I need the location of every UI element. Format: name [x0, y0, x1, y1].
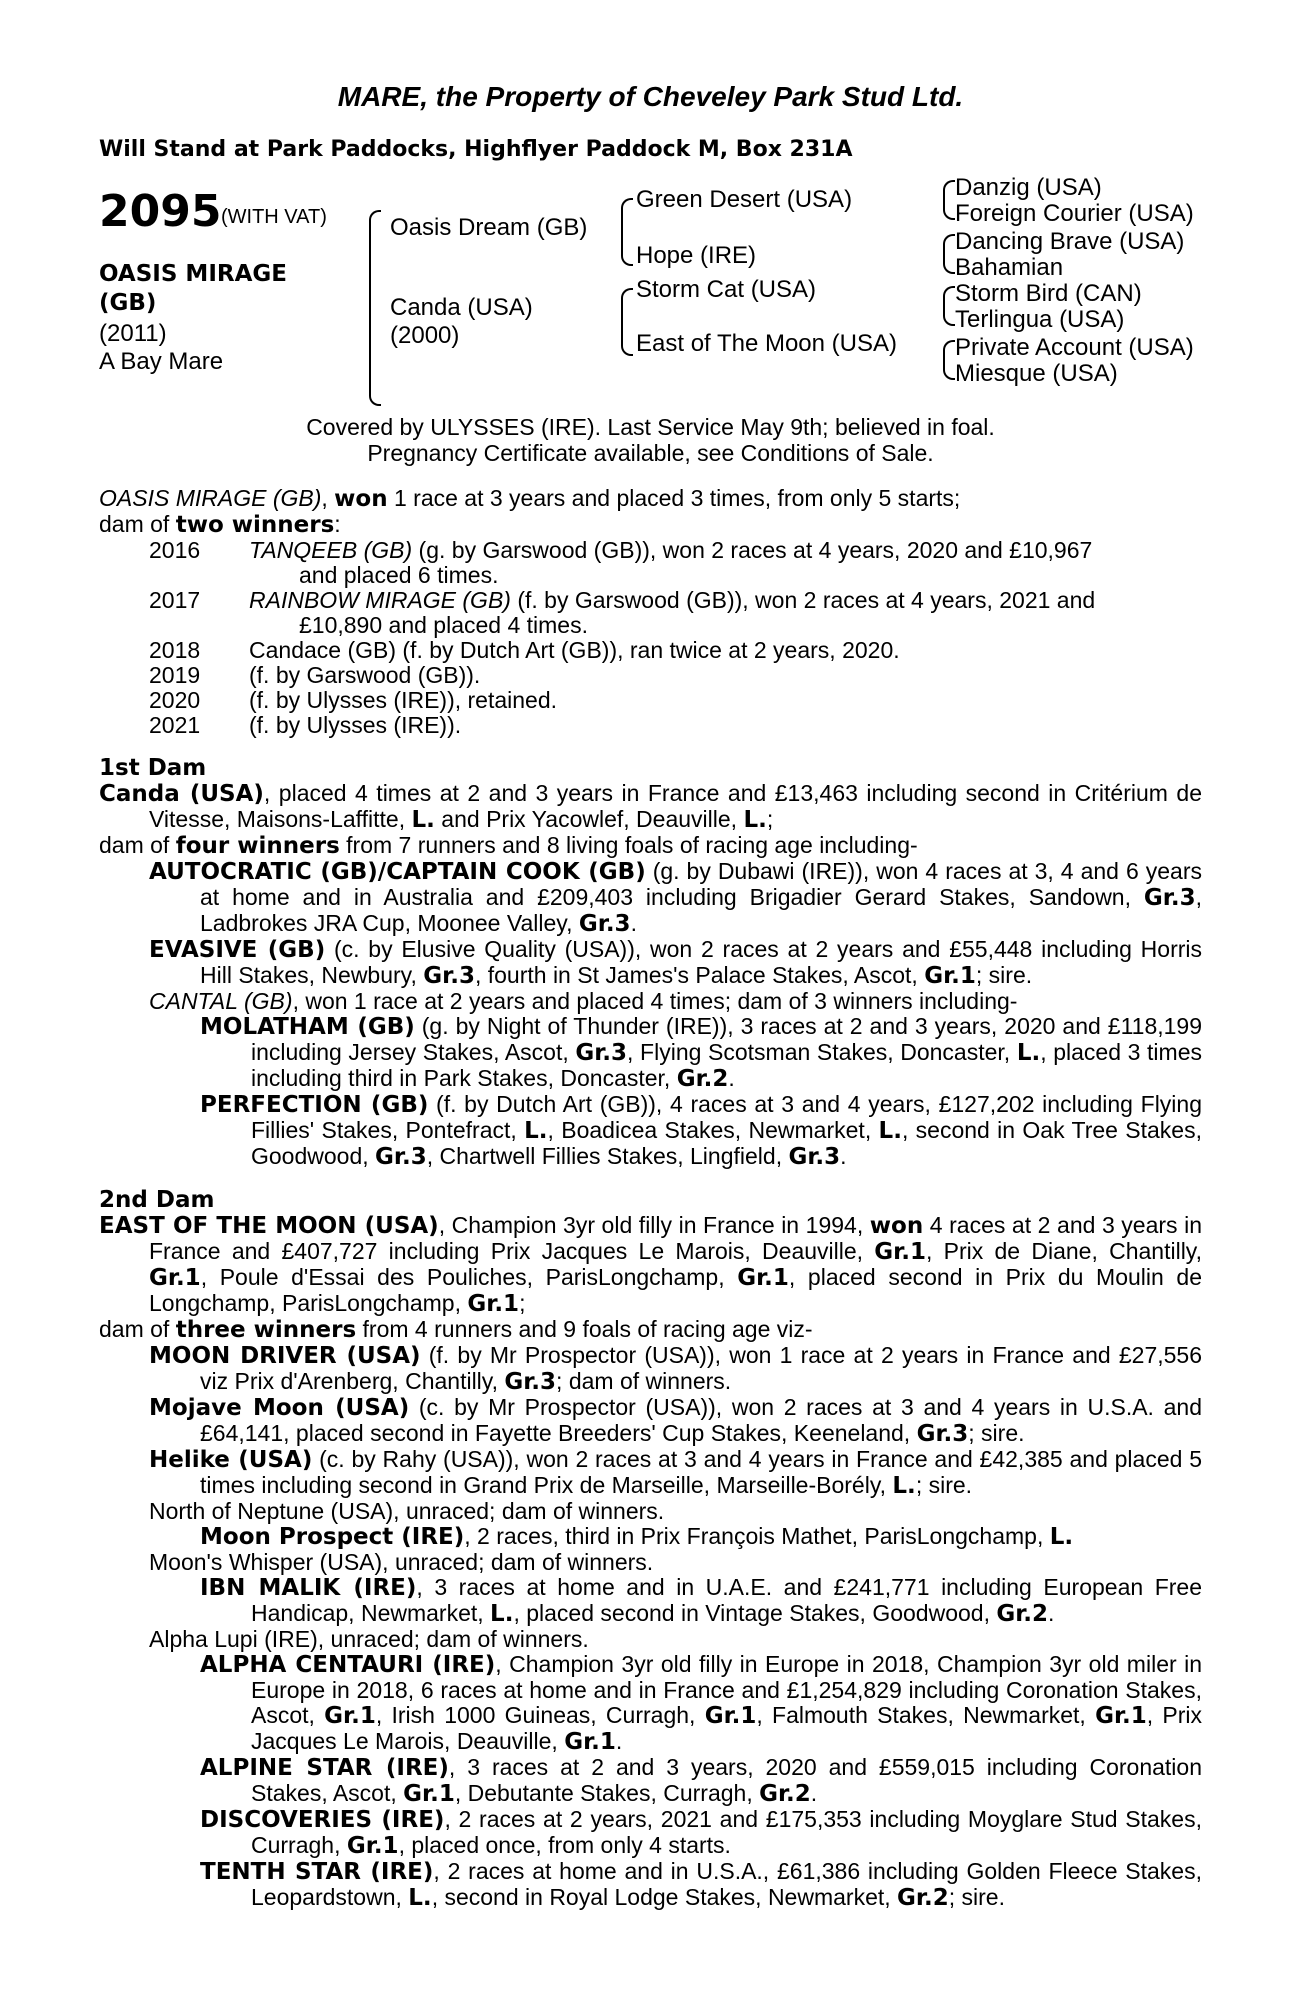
sd-parents-brace [943, 234, 955, 274]
covered-line-1: Covered by ULYSSES (IRE). Last Service May 9th; believed in foal. [306, 414, 995, 440]
catalogue-page [99, 80, 1202, 1911]
progeny-entry: Mojave Moon (USA) (c. by Mr Prospector (USA)), won 2 races at 3 and 4 years in U.S.A. and £64,141, placed second in Fayette Breeders' Cup Stakes, Keeneland, Gr.3; sire. [149, 1394, 1202, 1447]
produce-row: 2021 (f. by Ulysses (IRE)). [149, 712, 462, 738]
ddd: Miesque (USA) [955, 360, 1118, 387]
produce-row: 2016 TANQEEB (GB) (g. by Garswood (GB)), won 2 races at 4 years, 2020 and £10,967 and placed 6 times. [149, 537, 1093, 588]
progeny-entry: TENTH STAR (IRE), 2 races at home and in U.S.A., £61,386 including Golden Fleece Stakes, Leopardstown, L., second in Royal Lodge Stakes, Newmarket, Gr.2; sire. [200, 1858, 1202, 1911]
progeny-entry: Alpha Lupi (IRE), unraced; dam of winners. [149, 1626, 589, 1652]
progeny-entry: CANTAL (GB), won 1 race at 2 years and placed 4 times; dam of 3 winners including- [149, 988, 1018, 1014]
produce-row: 2018 Candace (GB) (f. by Dutch Art (GB)), ran twice at 2 years, 2020. [149, 637, 900, 663]
sire-dam-brace [369, 210, 381, 406]
second-dam-dam-of: dam of three winners from 4 runners and 9 foals of racing age viz- [99, 1316, 813, 1343]
dss: Storm Bird (CAN) [955, 280, 1142, 307]
dam: Canda (USA) [390, 294, 533, 321]
dsd: Terlingua (USA) [955, 306, 1125, 333]
horse-name: OASIS MIRAGE (GB) [99, 261, 287, 316]
mare-dam-of: dam of two winners: [99, 511, 341, 538]
sss: Danzig (USA) [955, 174, 1102, 201]
progeny-entry: Moon Prospect (IRE), 2 races, third in Prix François Mathet, ParisLongchamp, L. [200, 1523, 1074, 1550]
progeny-entry: Helike (USA) (c. by Rahy (USA)), won 2 races at 3 and 4 years in France and £42,385 and placed 5 times including second in Grand Prix de Marseille, Marseille-Borély, L.; sire. [149, 1446, 1202, 1499]
progeny-entry: IBN MALIK (IRE), 3 races at home and in U.A.E. and £241,771 including European Free Handicap, Newmarket, L., placed second in Vintage Stakes, Goodwood, Gr.2. [200, 1574, 1202, 1627]
mare-record: OASIS MIRAGE (GB), won 1 race at 3 years and placed 3 times, from only 5 starts; [99, 485, 961, 512]
progeny-entry: PERFECTION (GB) (f. by Dutch Art (GB)), 4 races at 3 and 4 years, £127,202 including Flying Fillies' Stakes, Pontefract, L., Boadicea Stakes, Newmarket, L., second in Oak Tree Stakes, Goodwood, Gr.3, Chartwell Fillies Stakes, Lingfield, Gr.3. [200, 1091, 1203, 1170]
sdd: Bahamian [955, 254, 1064, 281]
sire-sire: Green Desert (USA) [636, 186, 853, 213]
progeny-entry: DISCOVERIES (IRE), 2 races at 2 years, 2021 and £175,353 including Moyglare Stud Stakes, Curragh, Gr.1, placed once, from only 4 starts. [200, 1806, 1202, 1859]
sire-parents-brace [621, 198, 633, 266]
stand-location: Will Stand at Park Paddocks, Highflyer Paddock M, Box 231A [99, 137, 853, 162]
progeny-entry: ALPINE STAR (IRE), 3 races at 2 and 3 years, 2020 and £559,015 including Coronation Stakes, Ascot, Gr.1, Debutante Stakes, Curragh, Gr.2. [200, 1754, 1203, 1807]
dam-parents-brace [621, 288, 633, 356]
page-title: MARE, the Property of Cheveley Park Stud Ltd. [337, 81, 964, 112]
ssd: Foreign Courier (USA) [955, 200, 1194, 227]
dd-parents-brace [943, 340, 955, 380]
horse-year: (2011) [99, 320, 167, 347]
covering-note [99, 414, 1202, 466]
first-dam-dam-of: dam of four winners from 7 runners and 8 living foals of racing age including- [99, 832, 918, 859]
dam-dam: East of The Moon (USA) [636, 330, 897, 357]
second-dam-record: EAST OF THE MOON (USA), Champion 3yr old filly in France in 1994, won 4 races at 2 and 3 years in France and £407,727 including Prix Jacques Le Marois, Deauville, Gr.1, Prix de Diane, Chantilly, Gr.1, Poule d'Essai des Pouliches, ParisLongchamp, Gr.1, placed second in Prix du Moulin de Longchamp, ParisLongchamp, Gr.1; [99, 1212, 1203, 1317]
progeny-entry: EVASIVE (GB) (c. by Elusive Quality (USA)), won 2 races at 2 years and £55,448 including Horris Hill Stakes, Newbury, Gr.3, fourth in St James's Palace Stakes, Ascot, Gr.1; sire. [149, 936, 1202, 989]
sds: Dancing Brave (USA) [955, 228, 1185, 255]
ds-parents-brace [943, 286, 955, 326]
first-dam-record: Canda (USA), placed 4 times at 2 and 3 years in France and £13,463 including second in Critérium de Vitesse, Maisons-Laffitte, L. and Prix Yacowlef, Deauville, L.; [99, 780, 1202, 833]
sire-dam: Hope (IRE) [636, 242, 757, 269]
dam-sire: Storm Cat (USA) [636, 276, 817, 303]
progeny-entry: MOLATHAM (GB) (g. by Night of Thunder (IRE)), 3 races at 2 and 3 years, 2020 and £118,199 including Jersey Stakes, Ascot, Gr.3, Flying Scotsman Stakes, Doncaster, L., placed 3 times including third in Park Stakes, Doncaster, Gr.2. [200, 1013, 1202, 1092]
pedigree-block [99, 174, 1202, 410]
second-dam-heading: 2nd Dam [99, 1187, 215, 1213]
sire: Oasis Dream (GB) [390, 214, 588, 241]
produce-row: 2020 (f. by Ulysses (IRE)), retained. [149, 687, 558, 713]
produce-row: 2017 RAINBOW MIRAGE (GB) (f. by Garswood (GB)), won 2 races at 4 years, 2021 and £10,890 and placed 4 times. [149, 587, 1096, 638]
catalogue-body [99, 486, 1202, 1911]
progeny-entry: North of Neptune (USA), unraced; dam of winners. [149, 1498, 665, 1524]
progeny-entry: ALPHA CENTAURI (IRE), Champion 3yr old filly in Europe in 2018, Champion 3yr old miler in Europe in 2018, 6 races at home and in France and £1,254,829 including Coronation Stakes, Ascot, Gr.1, Irish 1000 Guineas, Curragh, Gr.1, Falmouth Stakes, Newmarket, Gr.1, Prix Jacques Le Marois, Deauville, Gr.1. [200, 1651, 1203, 1755]
produce-row: 2019 (f. by Garswood (GB)). [149, 662, 481, 688]
ss-parents-brace [943, 180, 955, 220]
covered-line-2: Pregnancy Certificate available, see Conditions of Sale. [367, 440, 934, 466]
lot-number: 2095 [99, 186, 222, 237]
progeny-entry: Moon's Whisper (USA), unraced; dam of winners. [149, 1549, 654, 1575]
progeny-entry: MOON DRIVER (USA) (f. by Mr Prospector (USA)), won 1 race at 2 years in France and £27,556 viz Prix d'Arenberg, Chantilly, Gr.3; dam of winners. [149, 1342, 1203, 1395]
progeny-entry: AUTOCRATIC (GB)/CAPTAIN COOK (GB) (g. by Dubawi (IRE)), won 4 races at 3, 4 and 6 years at home and in Australia and £209,403 including Brigadier Gerard Stakes, Sandown, Gr.3, Ladbrokes JRA Cup, Moonee Valley, Gr.3. [149, 858, 1202, 937]
dds: Private Account (USA) [955, 334, 1194, 361]
dam-year: (2000) [390, 322, 460, 349]
horse-description: A Bay Mare [99, 348, 224, 375]
first-dam-heading: 1st Dam [99, 755, 207, 781]
lot-vat: (WITH VAT) [221, 206, 327, 228]
